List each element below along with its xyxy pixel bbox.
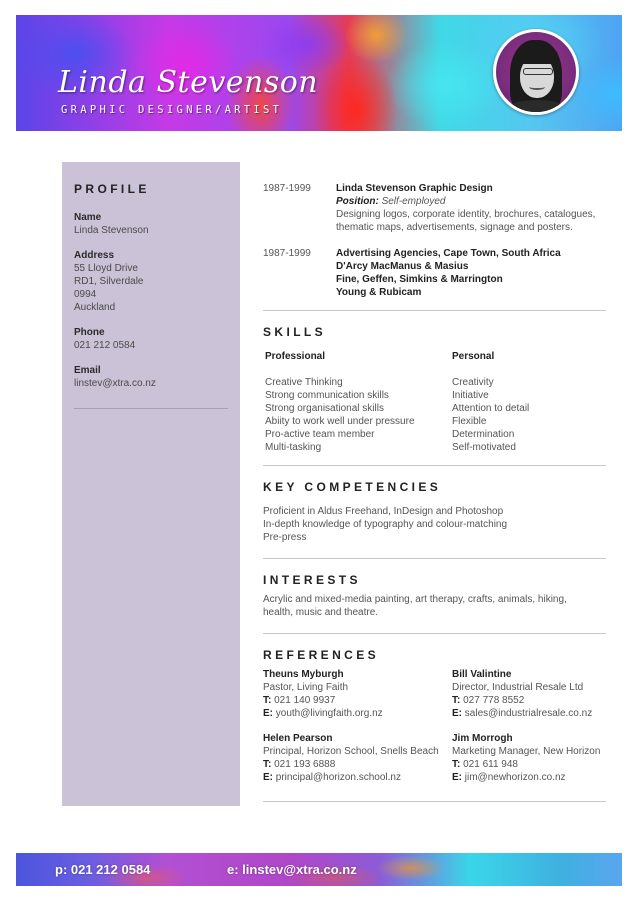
references-section <box>263 634 607 801</box>
skill-item: Self-motivated <box>452 442 516 453</box>
experience-years: 1987-1999 <box>263 183 311 194</box>
experience-details <box>336 182 607 234</box>
email-link[interactable]: linstev@xtra.co.nz <box>74 378 156 389</box>
skills-heading: SKILLS <box>263 325 327 339</box>
reference-email <box>263 771 452 784</box>
reference-role: Marketing Manager, New Horizon <box>452 746 601 757</box>
field-value: RD1, Silverdale <box>74 276 144 287</box>
field-value: 0994 <box>74 289 97 300</box>
skill-item: Attention to detail <box>452 403 530 414</box>
skill-item: Strong communication skills <box>265 390 389 401</box>
header-banner <box>16 15 622 131</box>
agency-name: Young & Rubicam <box>336 287 422 298</box>
reference-email <box>452 771 607 784</box>
skill-item: Determination <box>452 429 515 440</box>
profile-field-name <box>74 211 228 237</box>
phone-label: T: <box>452 759 461 770</box>
skill-item: Pro-active team member <box>265 429 375 440</box>
personal-skills <box>452 350 529 454</box>
reference-email <box>452 707 607 720</box>
profile-field-email <box>74 364 228 390</box>
skill-item: Creative Thinking <box>265 377 343 388</box>
professional-skills <box>263 350 452 454</box>
reference-phone <box>263 694 452 707</box>
reference-name: Bill Valintine <box>452 669 512 680</box>
main-column <box>263 182 607 802</box>
phone-value: 027 778 8552 <box>463 695 525 706</box>
email-label: E: <box>452 772 462 783</box>
experience-years: 1987-1999 <box>263 248 311 259</box>
reference-email <box>263 707 452 720</box>
header-name: Linda Stevenson <box>58 65 319 100</box>
skill-item: Flexible <box>452 416 487 427</box>
reference-role: Principal, Horizon School, Snells Beach <box>263 746 439 757</box>
position-label: Position: <box>336 196 379 207</box>
profile-field-address <box>74 249 228 314</box>
experience-company: Advertising Agencies, Cape Town, South Africa <box>336 248 561 259</box>
experience-entry <box>263 247 607 299</box>
footer-email[interactable]: e: linstev@xtra.co.nz <box>227 862 357 877</box>
profile-heading: PROFILE <box>74 182 150 196</box>
position-value: Self-employed <box>381 196 446 207</box>
footer-phone: p: 021 212 0584 <box>55 862 151 877</box>
reference-phone <box>452 758 607 771</box>
skills-columns <box>263 350 607 465</box>
field-label: Email <box>74 365 101 376</box>
reference-name: Helen Pearson <box>263 733 333 744</box>
competencies-list <box>263 505 607 558</box>
footer-banner <box>16 853 622 886</box>
sidebar-divider <box>74 408 228 409</box>
reference-card <box>452 668 607 720</box>
phone-value: 021 611 948 <box>463 759 518 770</box>
field-value: Auckland <box>74 302 116 313</box>
interests-heading: INTERESTS <box>263 573 361 587</box>
email-label: E: <box>452 708 462 719</box>
email-link[interactable]: jim@newhorizon.co.nz <box>464 772 566 783</box>
phone-value: 021 193 6888 <box>274 759 336 770</box>
email-label: E: <box>263 708 273 719</box>
skill-item: Creativity <box>452 377 494 388</box>
competencies-heading: KEY COMPETENCIES <box>263 480 442 494</box>
header-subtitle: GRAPHIC DESIGNER/ARTIST <box>61 104 283 116</box>
phone-label: T: <box>263 759 272 770</box>
competency-item: Proficient in Aldus Freehand, InDesign and Photoshop <box>263 506 504 517</box>
reference-name: Theuns Myburgh <box>263 669 344 680</box>
references-heading: REFERENCES <box>263 648 380 662</box>
experience-details <box>336 247 607 299</box>
reference-card <box>263 732 452 784</box>
experience-description: Designing logos, corporate identity, brochures, catalogues, <box>336 209 596 220</box>
skill-item: Strong organisational skills <box>265 403 384 414</box>
field-label: Phone <box>74 327 105 338</box>
field-label: Address <box>74 250 115 261</box>
phone-value: 021 140 9937 <box>274 695 336 706</box>
email-label: E: <box>263 772 273 783</box>
experience-position <box>336 195 607 208</box>
competencies-section <box>263 466 607 558</box>
phone-label: T: <box>263 695 272 706</box>
professional-skills-title: Professional <box>265 351 326 362</box>
personal-skills-title: Personal <box>452 351 495 362</box>
skill-item: Initiative <box>452 390 489 401</box>
reference-role: Pastor, Living Faith <box>263 682 349 693</box>
skills-section <box>263 311 607 465</box>
field-value: 021 212 0584 <box>74 340 136 351</box>
interests-line: Acrylic and mixed-media painting, art therapy, crafts, animals, hiking, <box>263 594 567 605</box>
references-grid <box>263 668 607 801</box>
interests-text <box>263 593 607 633</box>
interests-line: health, music and theatre. <box>263 607 379 618</box>
skill-item: Multi-tasking <box>265 442 322 453</box>
profile-sidebar <box>62 162 240 806</box>
experience-entry <box>263 182 607 234</box>
reference-phone <box>263 758 452 771</box>
section-divider <box>263 801 606 802</box>
competency-item: Pre-press <box>263 532 307 543</box>
profile-field-phone <box>74 326 228 352</box>
competency-item: In-depth knowledge of typography and colour-matching <box>263 519 508 530</box>
photo-glasses <box>523 68 553 75</box>
photo-bangs <box>516 46 558 64</box>
experience-company: Linda Stevenson Graphic Design <box>336 183 493 194</box>
experience-description: thematic maps, advertisements, signage and posters. <box>336 222 573 233</box>
email-link[interactable]: principal@horizon.school.nz <box>275 772 401 783</box>
field-value: Linda Stevenson <box>74 225 149 236</box>
phone-label: T: <box>452 695 461 706</box>
agency-name: D'Arcy MacManus & Masius <box>336 261 469 272</box>
reference-name: Jim Morrogh <box>452 733 513 744</box>
email-link[interactable]: sales@industrialresale.co.nz <box>464 708 593 719</box>
email-link[interactable]: youth@livingfaith.org.nz <box>275 708 383 719</box>
skill-item: Abiity to work well under pressure <box>265 416 415 427</box>
reference-role: Director, Industrial Resale Ltd <box>452 682 584 693</box>
interests-section <box>263 559 607 633</box>
reference-card <box>452 732 607 784</box>
field-value: 55 Lloyd Drive <box>74 263 138 274</box>
agency-name: Fine, Geffen, Simkins & Marrington <box>336 274 503 285</box>
reference-phone <box>452 694 607 707</box>
reference-card <box>263 668 452 720</box>
photo-smile <box>529 84 545 90</box>
field-label: Name <box>74 212 102 223</box>
profile-photo <box>493 29 579 115</box>
